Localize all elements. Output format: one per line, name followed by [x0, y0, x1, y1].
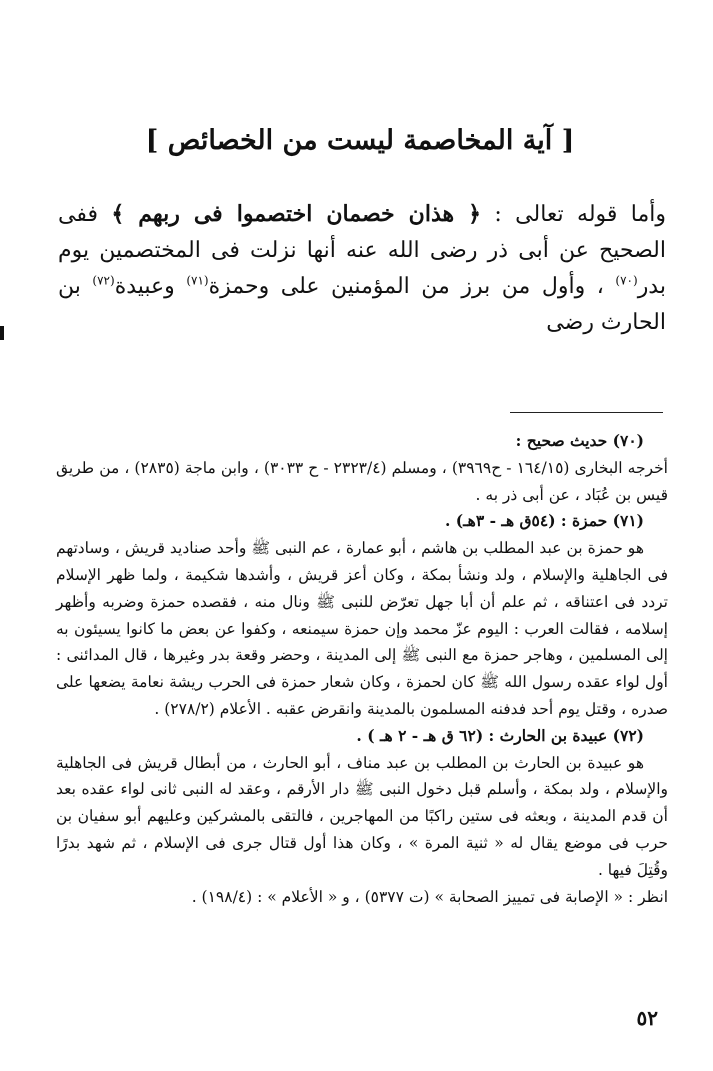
main-text-part-4: بن الحارث رضى — [58, 274, 666, 335]
footnote-ref-71[interactable]: (٧١) — [186, 273, 209, 288]
section-heading: [ آية المخاصمة ليست من الخصائص ] — [145, 125, 575, 156]
margin-mark — [0, 326, 4, 340]
main-text-part-3: وعبيدة — [114, 274, 175, 299]
footnote-ref-72[interactable]: (٧٢) — [92, 273, 115, 288]
intro-text: وأما قوله تعالى : — [494, 202, 667, 227]
main-text-part-1: ففى الصحيح عن أبى ذر رضى الله عنه أنها نزلت فى المختصمين يوم بدر — [58, 202, 666, 299]
see-also-reference: انظر : « الإصابة فى تمييز الصحابة » (ت ٥٣٧٧) ، و « الأعلام » : (١٩٨/٤) . — [191, 887, 668, 906]
main-paragraph — [58, 196, 666, 341]
footnote-71-heading: (٧١) حمزة : (٥٤ق هـ - ٣هـ) . — [445, 511, 644, 531]
main-text — [58, 196, 666, 341]
footnote-72-body: هو عبيدة بن الحارث بن المطلب بن عبد مناف ، أبو الحارث ، من أبطال قريش فى الجاهلية والإسلام ، ولد بمكة ، وأسلم قبل دخول النبى ﷺ دار الأرقم ، وعقد له النبى ثانى لواء عقده بعد أن قدم المدينة ، وبعثه فى ستين راكبًا من المهاجرين ، فالتقى بالمشركين وعليهم أبو سفيان بن حرب فى موضع يقال له « ثنية المرة » ، وكان هذا أول قتال جرى فى الإسلام ، ثم شهد بدرًا وقُتِلَ فيها . — [56, 753, 668, 879]
quran-verse: ﴿ هذان خصمان اختصموا فى ربهم ﴾ — [111, 201, 482, 227]
footnote-70-body: أخرجه البخارى (١٦٤/١٥ - ح٣٩٦٩) ، ومسلم (٢٣٢٣/٤ - ح ٣٠٣٣) ، وابن ماجة (٢٨٣٥) ، من طريق قيس بن عُبَاد ، عن أبى ذر به . — [56, 458, 668, 504]
footnote-71-body: هو حمزة بن عبد المطلب بن هاشم ، أبو عمارة ، عم النبى ﷺ وأحد صناديد قريش ، وسادتهم فى الجاهلية والإسلام ، ولد ونشأ بمكة ، وكان أعز قريش ، وأشدها شكيمة ، ولما ظهر الإسلام تردد فى اعتناقه ، ثم علم أن أبا جهل تعرّض للنبى ﷺ ونال منه ، فقصده حمزة وضربه وأظهر إسلامه ، فقالت العرب : اليوم عزّ محمد وإن حمزة سيمنعه ، وكفوا عن بعض ما كانوا يسيئون به إلى المسلمين ، وهاجر حمزة مع النبى ﷺ إلى المدينة ، وحضر وقعة بدر وغيرها ، قال المدائنى : أول لواء عقده رسول الله ﷺ كان لحمزة ، وكان شعار حمزة فى الحرب ريشة نعامة يضعها على صدره ، وقتل يوم أحد فدفنه المسلمون بالمدينة وانقرض عقبه . الأعلام (٢٧٨/٢) . — [56, 539, 668, 718]
footnotes — [56, 428, 668, 910]
page-number: ٥٢ — [636, 1006, 658, 1030]
footnote-divider — [510, 412, 663, 413]
footnote-72-heading: (٧٢) عبيدة بن الحارث : (٦٢ ق هـ - ٢ هـ ) . — [356, 725, 644, 745]
footnote-ref-70[interactable]: (٧٠) — [615, 273, 638, 288]
main-text-part-2: ، وأول من برز من المؤمنين على وحمزة — [208, 274, 604, 299]
footnote-70-heading: (٧٠) حديث صحيح : — [515, 431, 644, 450]
